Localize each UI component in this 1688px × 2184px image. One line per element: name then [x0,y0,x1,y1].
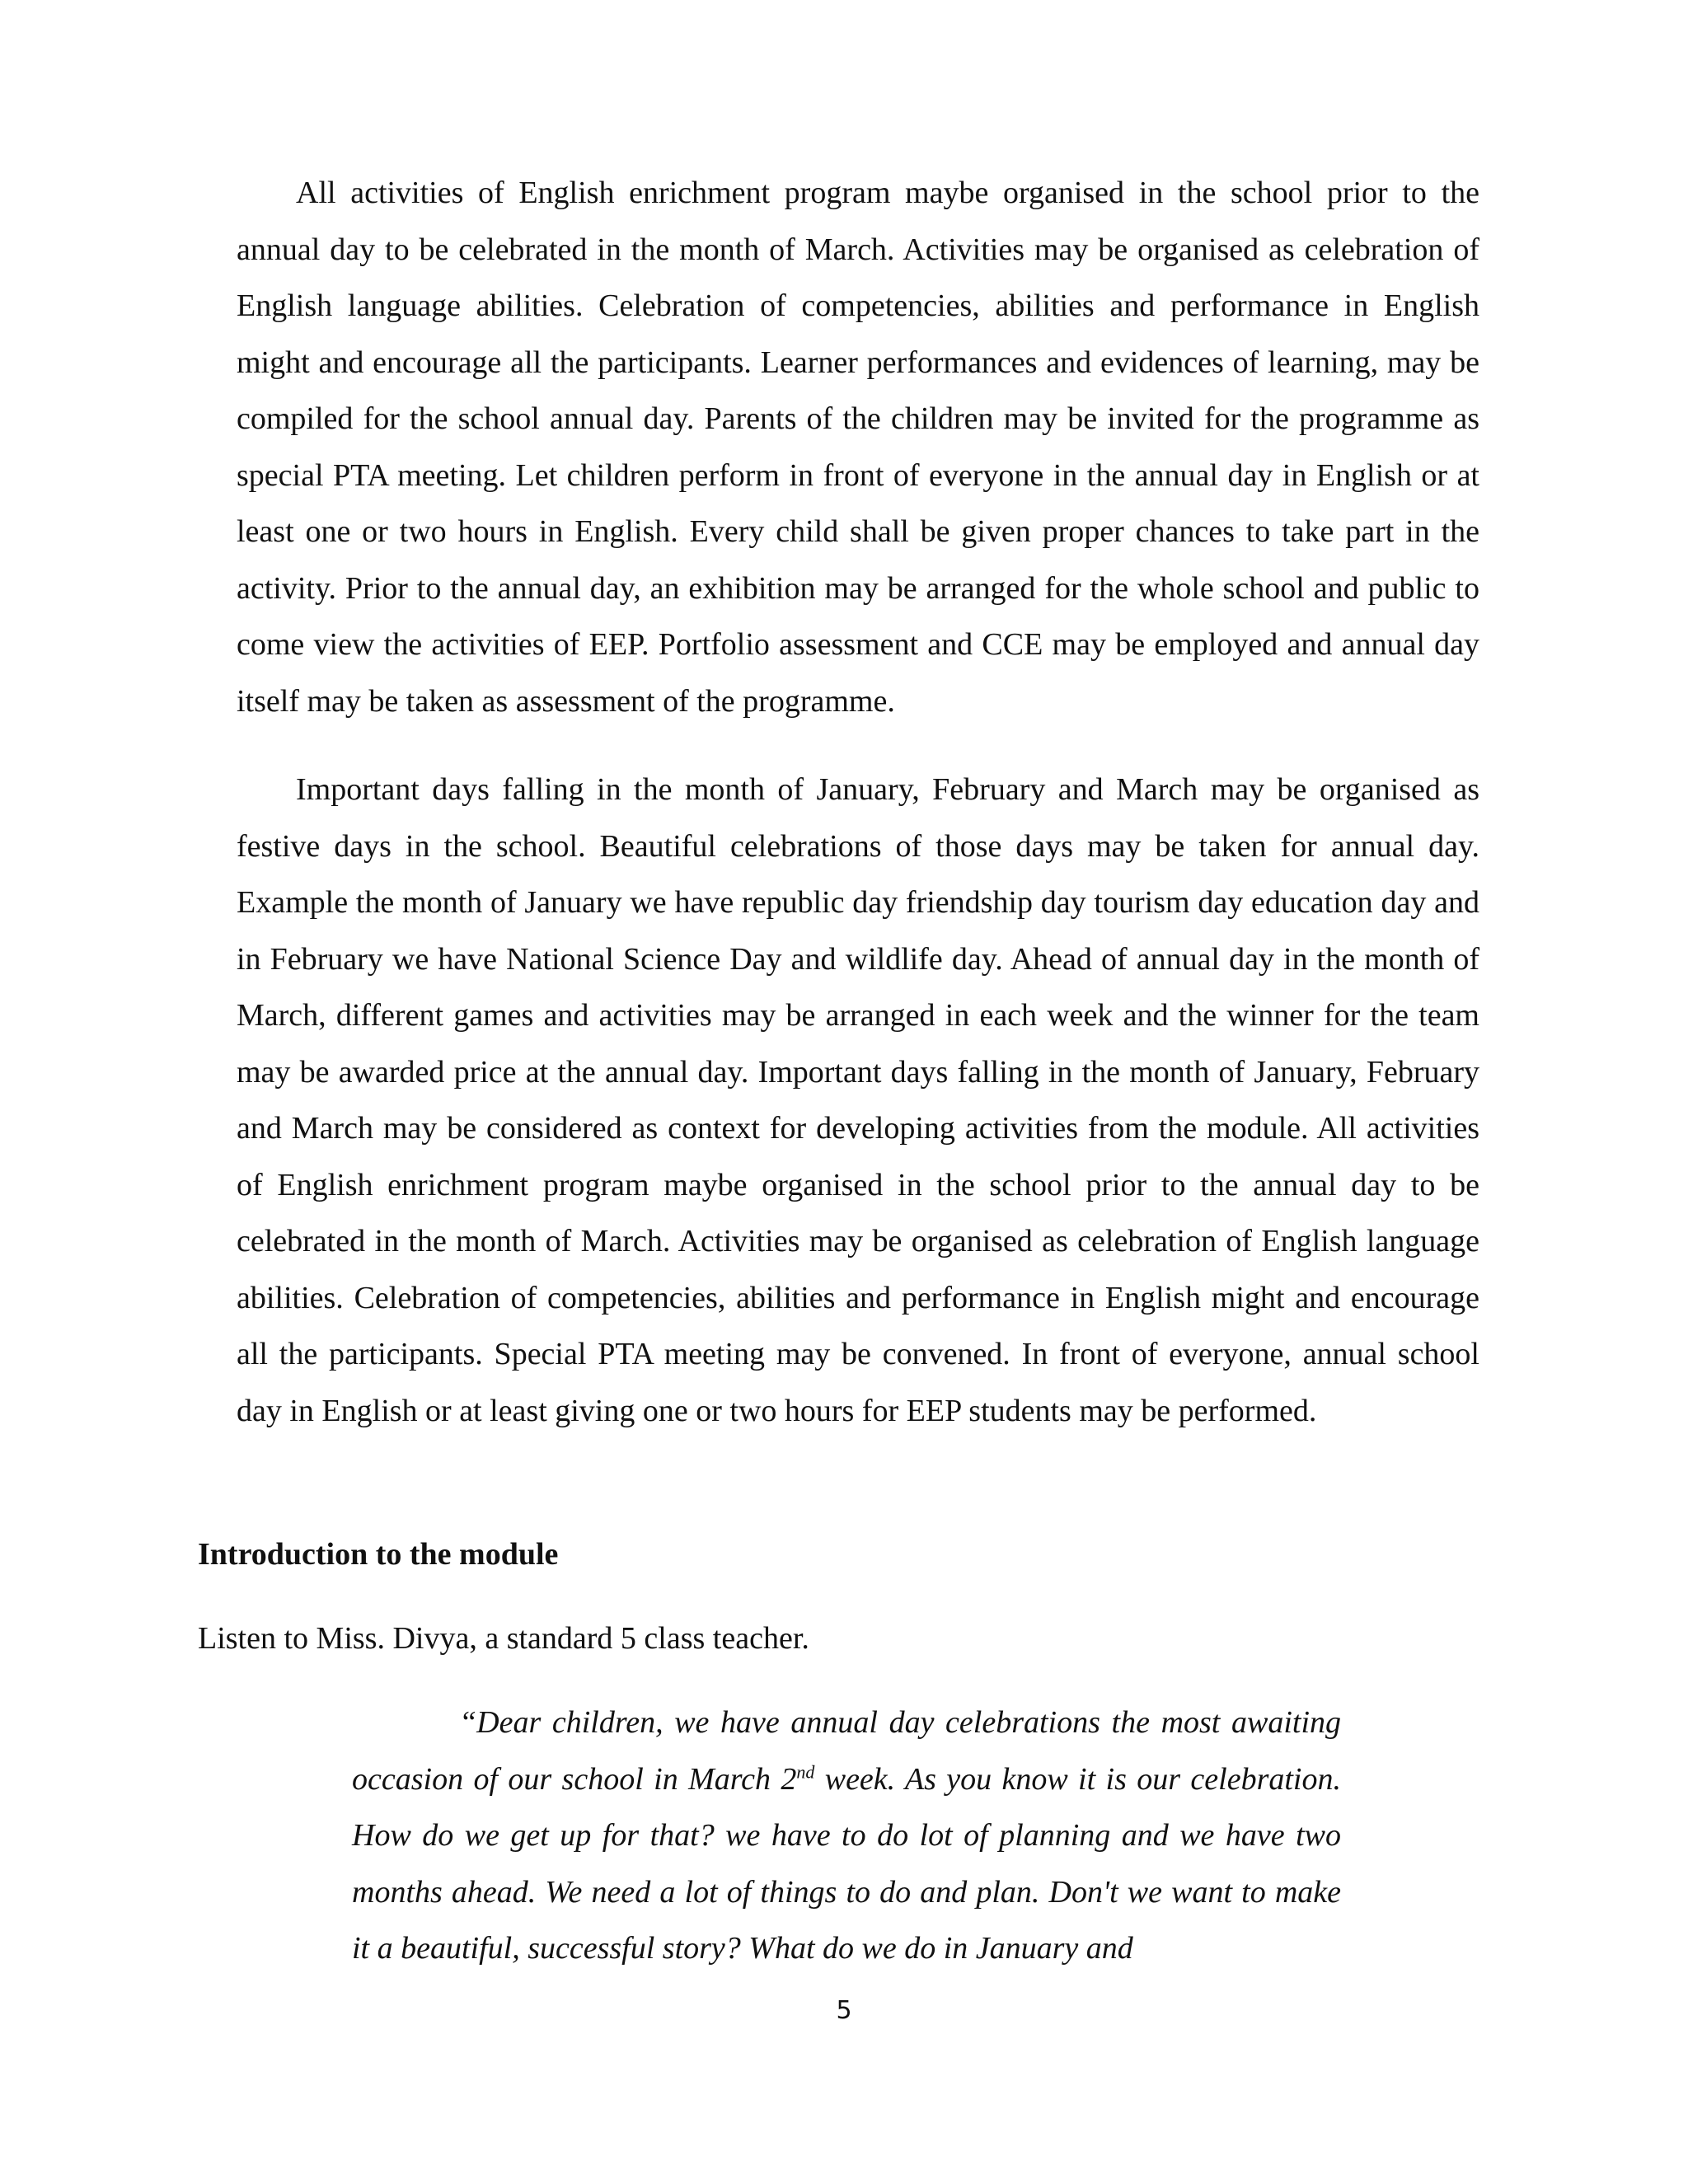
quote-text-start: “Dear children, we have annual day celebrations the most awaiting occasion of our school in March 2 [352,1705,1341,1797]
quote-ordinal-suffix: nd [796,1760,815,1782]
intro-line: Listen to Miss. Divya, a standard 5 class teacher. [198,1621,809,1656]
page-number: 5 [836,1996,852,2025]
teacher-quote [352,1694,1341,1977]
paragraph-important-days: Important days falling in the month of January, February and March may be organised as festive days in the school. Beautiful celebrations of those days may be taken for annual day. Example the month of January we have republic day friendship day tourism day education day and in February we have National Science Day and wildlife day. Ahead of annual day in the month of March, different games and activities may be arranged in each week and the winner for the team may be awarded price at the annual day. Important days falling in the month of January, February and March may be considered as context for developing activities from the module. All activities of English enrichment program maybe organised in the school prior to the annual day to be celebrated in the month of March. Activities may be organised as celebration of English language abilities. Celebration of competencies, abilities and performance in English might and encourage all the participants. Special PTA meeting may be convened. In front of everyone, annual school day in English or at least giving one or two hours for EEP students may be performed. [237,772,1479,1428]
quote-text-end: week. As you know it is our celebration. How do we get up for that? we have to do lot of planning and we have two months ahead. We need a lot of things to do and plan. Don't we want to make it a beautiful, successful story? What do we do in January and [352,1761,1341,1966]
paragraph-annual-day-activities: All activities of English enrichment program maybe organised in the school prior to the annual day to be celebrated in the month of March. Activities may be organised as celebration of English language abilities. Celebration of competencies, abilities and performance in English might and encourage all the participants. Learner performances and evidences of learning, may be compiled for the school annual day. Parents of the children may be invited for the programme as special PTA meeting. Let children perform in front of everyone in the annual day in English or at least one or two hours in English. Every child shall be given proper chances to take part in the activity. Prior to the annual day, an exhibition may be arranged for the whole school and public to come view the activities of EEP. Portfolio assessment and CCE may be employed and annual day itself may be taken as assessment of the programme. [237,176,1479,719]
section-heading: Introduction to the module [198,1537,559,1572]
